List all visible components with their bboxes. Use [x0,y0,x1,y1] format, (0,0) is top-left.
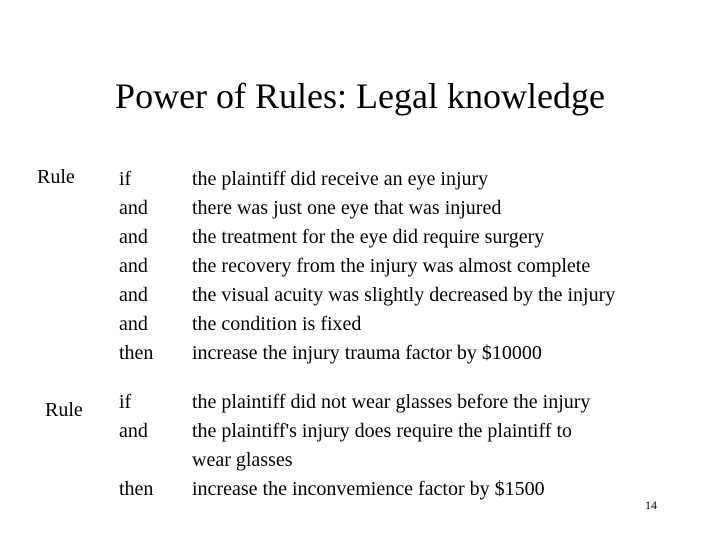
condition-text: the recovery from the injury was almost complete [192,255,591,277]
connective-then: then [119,478,154,500]
slide-title: Power of Rules: Legal knowledge [115,76,605,116]
condition-text: wear glasses [192,449,293,471]
condition-text: the visual acuity was slightly decreased by the injury [192,284,616,306]
connective-and: and [119,420,148,442]
condition-text: the plaintiff did not wear glasses before the injury [192,391,591,413]
connective-and: and [119,226,148,248]
condition-text: the plaintiff's injury does require the plaintiff to [192,420,572,442]
connective-then: then [119,342,154,364]
rule-label: Rule [37,166,75,188]
rule-connectives [119,388,153,504]
connective-blank [119,446,153,475]
rule-conditions [192,388,590,504]
connective-if: if [119,168,132,190]
connective-and: and [119,197,148,219]
condition-text: the condition is fixed [192,313,362,335]
condition-text: the plaintiff did receive an eye injury [192,168,489,190]
page-number: 14 [645,498,657,512]
conclusion-text: increase the inconvemience factor by $1500 [192,478,545,500]
condition-text: there was just one eye that was injured [192,197,502,219]
connective-and: and [119,255,148,277]
rule-connectives [119,165,153,368]
rule-conditions [192,165,615,368]
connective-and: and [119,313,148,335]
condition-text: the treatment for the eye did require surgery [192,226,545,248]
rule-label: Rule [45,399,83,421]
connective-and: and [119,284,148,306]
conclusion-text: increase the injury trauma factor by $10000 [192,342,542,364]
connective-if: if [119,391,132,413]
